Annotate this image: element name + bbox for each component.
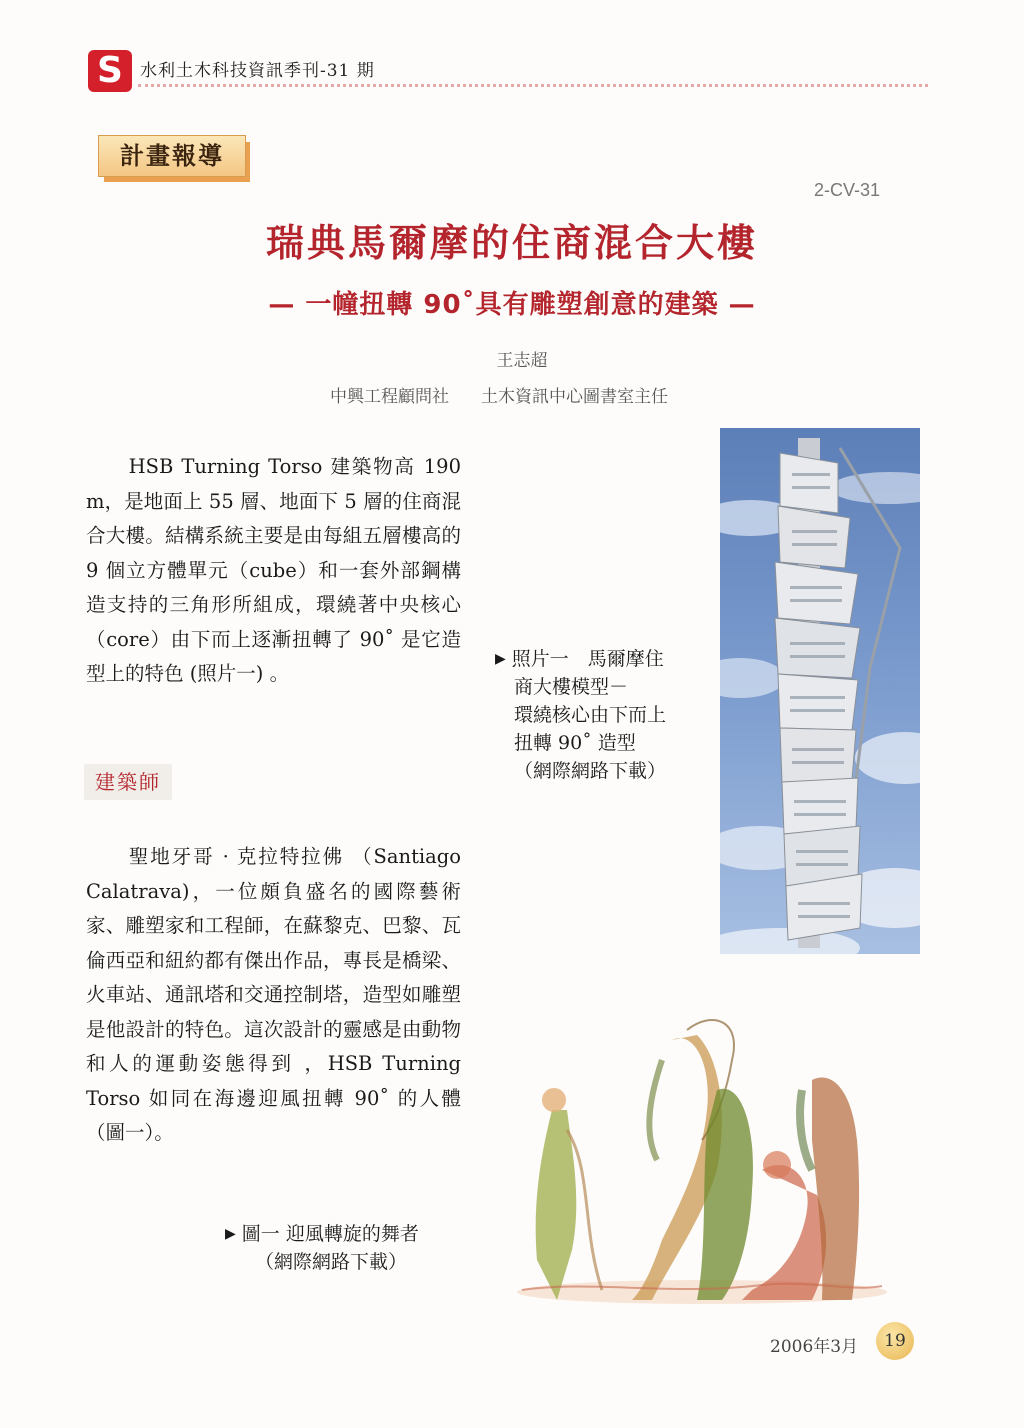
page-number: 19 bbox=[884, 1331, 906, 1351]
photo-caption-line: 照片一 馬爾摩住 bbox=[511, 648, 664, 670]
author-organization: 中興工程顧問社 bbox=[330, 387, 449, 407]
journal-title: 水利土木科技資訊季刊-31 期 bbox=[140, 61, 375, 81]
figure-caption bbox=[225, 1220, 419, 1276]
journal-logo-letter: S bbox=[97, 50, 123, 91]
tower-photo bbox=[720, 428, 920, 954]
dancers-sketch bbox=[512, 1000, 890, 1310]
photo-caption bbox=[495, 645, 666, 785]
article-subtitle: — 一幢扭轉 90˚具有雕塑創意的建築 — bbox=[268, 290, 756, 320]
body-paragraph-2: 聖地牙哥 · 克拉特拉佛 （Santiago Calatrava)，一位頗負盛名的國際藝術家、雕塑家和工程師，在蘇黎克、巴黎、瓦倫西亞和紐約都有傑出作品，專長是橋梁、火車站、通訊塔和交通控制塔，造型如雕塑是他設計的特色。這次設計的靈感是由動物和人的運動姿態得到 ，HSB Turning Torso 如同在海邊迎風扭轉 90˚ 的人體（圖一）。 bbox=[86, 845, 461, 1144]
caption-arrow-icon: ▶ bbox=[495, 651, 506, 667]
author-position: 土木資訊中心圖書室主任 bbox=[481, 387, 668, 407]
author-affiliation bbox=[330, 382, 668, 407]
photo-caption-line: 環繞核心由下而上 bbox=[514, 704, 667, 726]
caption-arrow-icon: ▶ bbox=[225, 1226, 236, 1242]
body-paragraph-1: HSB Turning Torso 建築物高 190 m，是地面上 55 層、地面下 5 層的住商混合大樓。結構系統主要是由每組五層樓高的 9 個立方體單元（cube）和一套外部鋼構造支持的三角形所組成，環繞著中央核心（core）由下而上逐漸扭轉了 90˚ 是它造型上的特色 (照片一) 。 bbox=[86, 455, 461, 685]
issue-date: 2006年3月 bbox=[770, 1337, 859, 1357]
section-heading-architect: 建築師 bbox=[84, 764, 172, 800]
author-name: 王志超 bbox=[496, 351, 548, 371]
figure-caption-line: 圖一 迎風轉旋的舞者 bbox=[241, 1223, 419, 1245]
article-title: 瑞典馬爾摩的住商混合大樓 bbox=[265, 221, 758, 265]
header-divider bbox=[138, 84, 928, 87]
photo-caption-line: （網際網路下載） bbox=[514, 760, 667, 782]
document-code: 2-CV-31 bbox=[813, 180, 880, 200]
figure-caption-line: （網際網路下載） bbox=[255, 1251, 408, 1273]
photo-caption-line: 扭轉 90˚ 造型 bbox=[514, 732, 636, 754]
photo-caption-line: 商大樓模型－ bbox=[514, 676, 629, 698]
section-badge: 計畫報導 bbox=[98, 135, 246, 177]
